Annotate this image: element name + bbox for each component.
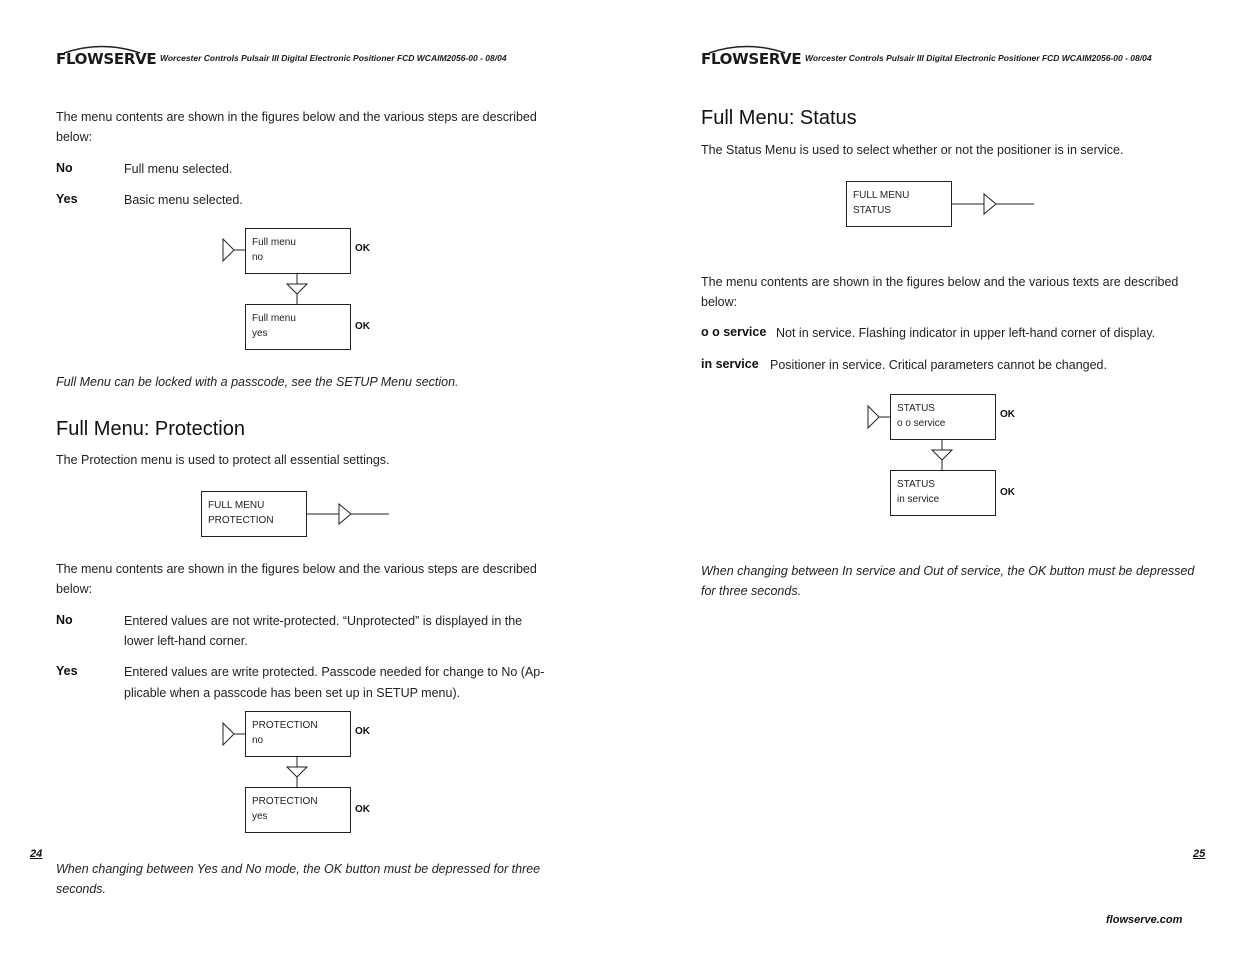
note: When changing between In service and Out of service, the OK button must be depressed (701, 564, 1195, 578)
definition-term: Yes (56, 192, 78, 206)
definition-text: lower left-hand corner. (124, 634, 248, 648)
menu-display-box (245, 787, 351, 833)
section-title: Full Menu: Protection (56, 418, 245, 440)
display-line-2: no (252, 735, 264, 746)
definition-term: in service (701, 357, 759, 371)
ok-label: OK (1000, 487, 1015, 498)
flowserve-logo-right (701, 50, 801, 68)
page-number: 25 (1193, 848, 1206, 860)
ok-label: OK (355, 321, 370, 332)
note: for three seconds. (701, 584, 802, 598)
definition-term: o o service (701, 325, 767, 339)
down-arrow-icon (285, 757, 309, 787)
pointer-triangle-icon (222, 238, 246, 262)
section-description: The Protection menu is used to protect all essential settings. (56, 453, 390, 467)
display-line-1: Full menu (252, 237, 296, 248)
menu-display-box (846, 181, 952, 227)
display-line-2: o o service (897, 418, 946, 429)
menu-display-box (245, 711, 351, 757)
definition-text: Entered values are write protected. Passcode needed for change to No (Ap- (124, 665, 545, 679)
pointer-triangle-icon (867, 405, 891, 429)
section-title: Full Menu: Status (701, 107, 857, 129)
page-number: 24 (30, 848, 43, 860)
definition-term: Yes (56, 664, 78, 678)
intro-line-1: The menu contents are shown in the figures below and the various texts are described (701, 275, 1179, 289)
definition-term: No (56, 161, 73, 175)
display-line-1: PROTECTION (252, 720, 318, 731)
down-arrow-icon (285, 274, 309, 304)
display-line-2: in service (897, 494, 940, 505)
definition-text: Entered values are not write-protected. “Unprotected” is displayed in the (124, 614, 523, 628)
ok-label: OK (355, 726, 370, 737)
logo-swoosh-icon (707, 44, 787, 54)
display-line-1: STATUS (897, 403, 935, 414)
definition-text: Basic menu selected. (124, 193, 243, 207)
arrow-line-icon (307, 503, 389, 525)
intro-line-2: below: (56, 582, 93, 596)
intro-line-2: below: (701, 295, 738, 309)
down-arrow-icon (930, 440, 954, 470)
ok-label: OK (355, 243, 370, 254)
logo-text: FLOWSERVE (701, 50, 802, 68)
display-line-2: no (252, 252, 264, 263)
definition-term: No (56, 613, 73, 627)
display-line-1: Full menu (252, 313, 296, 324)
display-line-1: PROTECTION (252, 796, 318, 807)
display-line-2: yes (252, 328, 268, 339)
definition-text: Not in service. Flashing indicator in upper left-hand corner of display. (776, 326, 1156, 340)
logo-swoosh-icon (62, 44, 142, 54)
section-description: The Status Menu is used to select whether or not the positioner is in service. (701, 143, 1124, 157)
intro-line-2: below: (56, 130, 93, 144)
footer-url[interactable]: flowserve.com (1106, 914, 1183, 926)
arrow-line-icon (952, 193, 1034, 215)
menu-display-box (245, 304, 351, 350)
ok-label: OK (1000, 409, 1015, 420)
display-line-2: PROTECTION (208, 515, 274, 526)
note: Full Menu can be locked with a passcode, see the SETUP Menu section. (56, 375, 459, 389)
note: seconds. (56, 882, 107, 896)
definition-text: Full menu selected. (124, 162, 233, 176)
display-line-1: FULL MENU (853, 190, 910, 201)
header-title-right: Worcester Controls Pulsair III Digital Electronic Positioner FCD WCAIM2056-00 - 08/04 (805, 53, 1152, 63)
menu-display-box (890, 470, 996, 516)
display-line-1: STATUS (897, 479, 935, 490)
display-line-2: yes (252, 811, 268, 822)
display-line-1: FULL MENU (208, 500, 265, 511)
definition-text: Positioner in service. Critical parameters cannot be changed. (770, 358, 1107, 372)
definition-text: plicable when a passcode has been set up in SETUP menu). (124, 686, 461, 700)
menu-display-box (245, 228, 351, 274)
intro-line-1: The menu contents are shown in the figures below and the various steps are described (56, 110, 537, 124)
header-title-left: Worcester Controls Pulsair III Digital Electronic Positioner FCD WCAIM2056-00 - 08/04 (160, 53, 507, 63)
note: When changing between Yes and No mode, the OK button must be depressed for three (56, 862, 541, 876)
display-line-2: STATUS (853, 205, 891, 216)
logo-text: FLOWSERVE (56, 50, 157, 68)
menu-display-box (201, 491, 307, 537)
menu-display-box (890, 394, 996, 440)
pointer-triangle-icon (222, 722, 246, 746)
ok-label: OK (355, 804, 370, 815)
intro-line-1: The menu contents are shown in the figures below and the various steps are described (56, 562, 537, 576)
flowserve-logo-left (56, 50, 156, 68)
